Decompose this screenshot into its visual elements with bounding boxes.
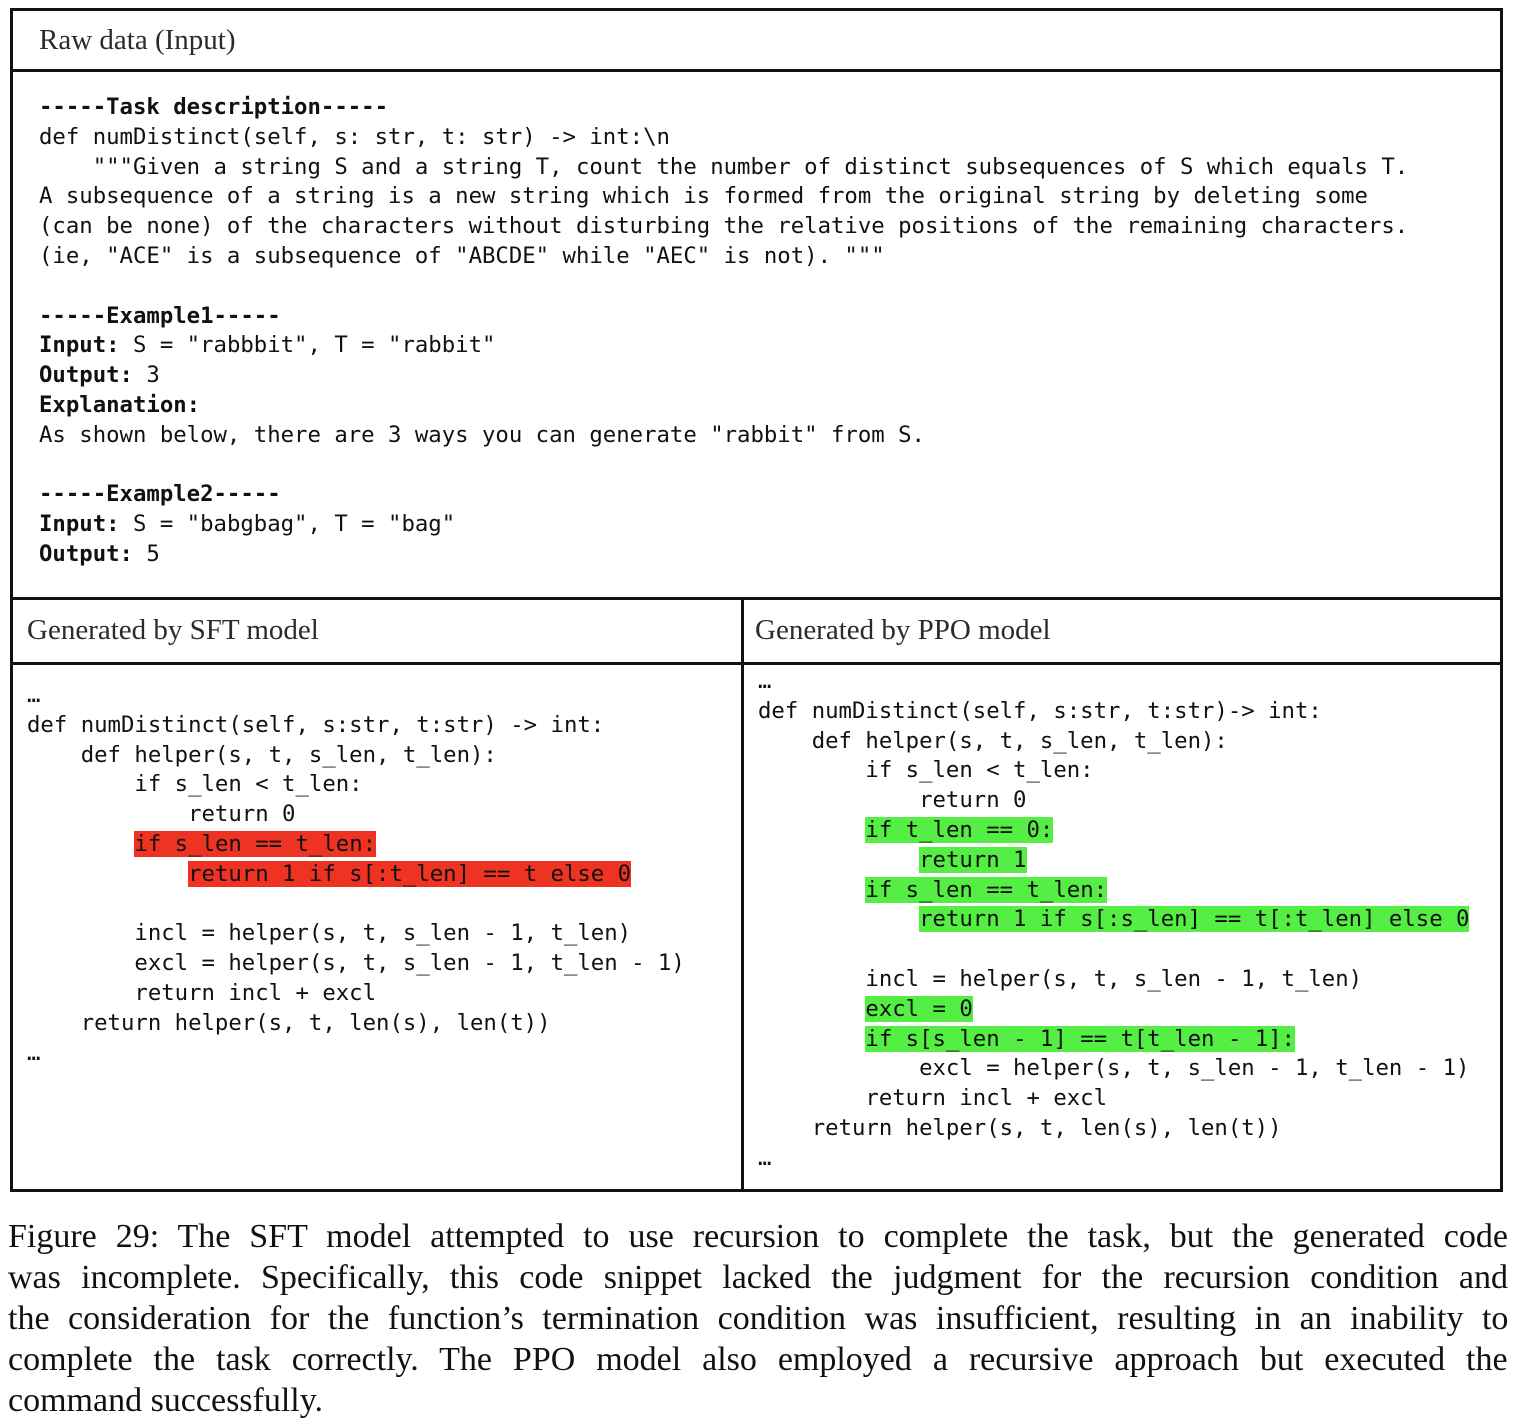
example2-input xyxy=(39,510,1408,540)
code-line: excl = helper(s, t, s_len - 1, t_len - 1) xyxy=(27,950,685,977)
code-line xyxy=(758,846,1469,876)
code-line: (ie, "ACE" is a subsequence of "ABCDE" while "AEC" is not). """ xyxy=(39,242,885,269)
sft-header: Generated by SFT model xyxy=(27,614,319,646)
ellipsis: … xyxy=(758,1144,772,1171)
code-line: (can be none) of the characters without disturbing the relative positions of the remaining characters. xyxy=(39,213,1409,240)
indent xyxy=(27,831,134,857)
highlight-green: if t_len == 0: xyxy=(865,816,1054,843)
code-line xyxy=(27,860,685,890)
raw-data-header: Raw data (Input) xyxy=(39,24,236,56)
code-line: return incl + excl xyxy=(758,1085,1108,1112)
ellipsis: … xyxy=(27,1039,41,1066)
ppo-code xyxy=(758,667,1469,1174)
code-line: if s_len < t_len: xyxy=(758,757,1094,784)
code-line xyxy=(27,830,685,860)
code-line xyxy=(758,876,1469,906)
code-line xyxy=(758,816,1469,846)
code-line: A subsequence of a string is a new string which is formed from the original string by deleting some xyxy=(39,183,1368,210)
indent xyxy=(758,847,919,873)
highlight-green: if s[s_len - 1] == t[t_len - 1]: xyxy=(865,1025,1295,1052)
code-line: return 0 xyxy=(27,801,296,828)
code-line: """Given a string S and a string T, count the number of distinct subsequences of S which equals T. xyxy=(39,153,1409,180)
example1-title: -----Example1----- xyxy=(39,302,281,329)
indent xyxy=(758,906,919,932)
code-line xyxy=(758,905,1469,935)
input-label: Input: xyxy=(39,511,120,538)
code-line: return helper(s, t, len(s), len(t)) xyxy=(27,1009,551,1036)
input-label: Input: xyxy=(39,332,120,359)
output-value: 3 xyxy=(132,362,160,389)
highlight-red: if s_len == t_len: xyxy=(134,830,377,857)
example2-output xyxy=(39,540,1408,570)
indent xyxy=(758,877,865,903)
code-line: incl = helper(s, t, s_len - 1, t_len) xyxy=(758,965,1363,992)
caption-line: the consideration for the function’s termination condition was insufficient, resulting in an inability to xyxy=(8,1300,1509,1337)
raw-data-code xyxy=(39,93,1408,570)
indent xyxy=(758,996,865,1022)
ppo-header: Generated by PPO model xyxy=(755,614,1051,646)
blank-line xyxy=(27,890,685,920)
blank-line xyxy=(758,935,1469,965)
output-label: Output: xyxy=(39,362,133,389)
divider-raw-body xyxy=(13,597,1500,600)
example1-input xyxy=(39,331,1408,361)
code-line: def helper(s, t, s_len, t_len): xyxy=(27,741,497,768)
output-label: Output: xyxy=(39,540,133,567)
ellipsis: … xyxy=(27,682,41,708)
code-line: def numDistinct(self, s:str, t:str)-> int: xyxy=(758,697,1322,724)
code-line xyxy=(758,1025,1469,1055)
example1-output xyxy=(39,361,1408,391)
task-description-title: -----Task description----- xyxy=(39,94,389,120)
figure-caption xyxy=(8,1216,1508,1421)
input-value: S = "babgbag", T = "bag" xyxy=(119,511,456,538)
caption-line: command successfully. xyxy=(8,1382,324,1419)
code-line: def helper(s, t, s_len, t_len): xyxy=(758,727,1228,754)
caption-line: was incomplete. Specifically, this code snippet lacked the judgment for the recursion condition and xyxy=(8,1259,1509,1296)
code-line: excl = helper(s, t, s_len - 1, t_len - 1) xyxy=(758,1055,1470,1082)
divider-raw-header xyxy=(13,69,1500,72)
highlight-green: return 1 if s[:s_len] == t[:t_len] else 0 xyxy=(919,906,1470,933)
figure-frame xyxy=(10,8,1503,1192)
indent xyxy=(758,817,865,843)
blank-line xyxy=(39,272,1408,302)
code-line: return helper(s, t, len(s), len(t)) xyxy=(758,1114,1282,1141)
input-value: S = "rabbbit", T = "rabbit" xyxy=(119,332,496,359)
explanation-label: Explanation: xyxy=(39,391,201,418)
code-line: incl = helper(s, t, s_len - 1, t_len) xyxy=(27,920,632,947)
sft-code xyxy=(27,681,685,1068)
explanation-text: As shown below, there are 3 ways you can generate "rabbit" from S. xyxy=(39,421,925,448)
code-line: if s_len < t_len: xyxy=(27,771,363,798)
ellipsis: … xyxy=(758,668,772,694)
code-line: return 0 xyxy=(758,787,1027,814)
indent xyxy=(758,1026,865,1052)
highlight-green: return 1 xyxy=(919,846,1027,873)
code-line xyxy=(758,995,1469,1025)
divider-columns xyxy=(741,597,744,1189)
code-line: def numDistinct(self, s:str, t:str) -> int: xyxy=(27,711,605,738)
highlight-green: if s_len == t_len: xyxy=(865,876,1108,903)
blank-line xyxy=(39,451,1408,481)
divider-generated-header xyxy=(13,662,1500,665)
code-line: return incl + excl xyxy=(27,979,377,1006)
example2-title: -----Example2----- xyxy=(39,481,281,508)
highlight-red: return 1 if s[:t_len] == t else 0 xyxy=(188,860,632,887)
caption-line: complete the task correctly. The PPO model also employed a recursive approach but executed the xyxy=(8,1341,1508,1378)
code-line: def numDistinct(self, s: str, t: str) -> int:\n xyxy=(39,123,670,150)
indent xyxy=(27,861,188,887)
output-value: 5 xyxy=(132,540,160,567)
caption-line: Figure 29: The SFT model attempted to use recursion to complete the task, but the generated code xyxy=(8,1218,1508,1255)
highlight-green: excl = 0 xyxy=(865,995,973,1022)
